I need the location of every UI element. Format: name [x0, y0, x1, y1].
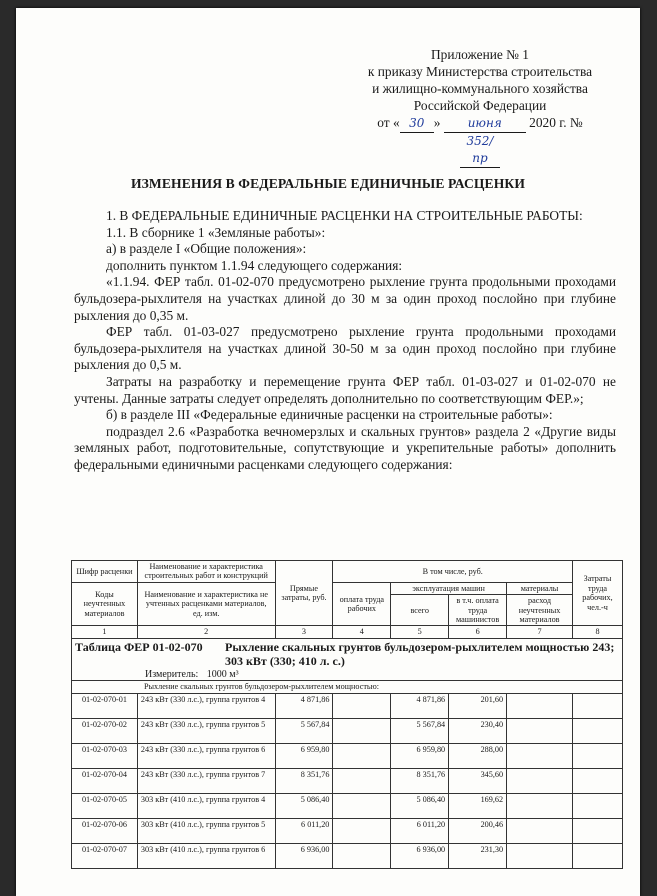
row-machines: 8 351,76: [391, 768, 449, 793]
row-wage: [333, 818, 391, 843]
row-name: 243 кВт (330 л.с.), группа грунтов 6: [137, 743, 275, 768]
header-machines-wage: в т.ч. оплата труда машинистов: [449, 595, 507, 626]
header-code: Шифр расценки: [72, 561, 138, 583]
col-number: 5: [391, 626, 449, 638]
table-row: [72, 743, 623, 768]
row-wage: [333, 743, 391, 768]
row-labor: [573, 718, 623, 743]
row-name: 243 кВт (330 л.с.), группа грунтов 4: [137, 693, 275, 718]
date-number: 352/пр: [460, 133, 500, 168]
row-materials: [507, 768, 573, 793]
paragraph-2: 1.1. В сборнике 1 «Земляные работы»:: [106, 224, 326, 240]
row-materials: [507, 743, 573, 768]
measure-label: Измеритель:: [145, 668, 199, 680]
header-including: В том числе, руб.: [333, 561, 573, 583]
row-wage: [333, 768, 391, 793]
row-direct: 6 936,00: [275, 843, 333, 868]
row-direct: 6 011,20: [275, 818, 333, 843]
row-wage: [333, 843, 391, 868]
table-row: [72, 793, 623, 818]
header-direct-costs: Прямые затраты, руб.: [275, 561, 333, 626]
col-number: 4: [333, 626, 391, 638]
row-direct: 4 871,86: [275, 693, 333, 718]
row-labor: [573, 843, 623, 868]
row-direct: 8 351,76: [275, 768, 333, 793]
header-labor: Затраты труда рабочих, чел.-ч: [573, 561, 623, 626]
paragraph-4: дополнить пунктом 1.1.94 следующего содержания:: [106, 257, 403, 273]
date-year: 2020 г. №: [529, 115, 583, 130]
row-code: 01-02-070-01: [72, 693, 138, 718]
row-machines: 5 086,40: [391, 793, 449, 818]
header-wage: оплата труда рабочих: [333, 582, 391, 626]
appendix-header: [360, 46, 600, 168]
row-labor: [573, 818, 623, 843]
col-number: 2: [137, 626, 275, 638]
appendix-line3: и жилищно-коммунального хозяйства: [372, 81, 588, 96]
row-machines-wage: 231,30: [449, 843, 507, 868]
document-title: ИЗМЕНЕНИЯ В ФЕДЕРАЛЬНЫЕ ЕДИНИЧНЫЕ РАСЦЕНКИ: [130, 176, 526, 191]
col-number: 3: [275, 626, 333, 638]
paragraph-6: ФЕР табл. 01-03-027 предусмотрено рыхление грунта продольными проходами бульдозера-рыхлителя на участках длиной 30-50 м за один проход послойно при глубине рыхления до 0,5 м.: [74, 324, 616, 373]
paragraph-3: а) в разделе I «Общие положения»:: [106, 241, 307, 257]
header-materials-sub: расход неучтенных материалов: [507, 595, 573, 626]
row-machines-wage: 200,46: [449, 818, 507, 843]
table-row: [72, 693, 623, 718]
row-wage: [333, 793, 391, 818]
row-materials: [507, 843, 573, 868]
row-wage: [333, 693, 391, 718]
header-materials: материалы: [507, 582, 573, 594]
col-number: 1: [72, 626, 138, 638]
col-number: 6: [449, 626, 507, 638]
appendix-line1: Приложение № 1: [430, 47, 530, 62]
row-labor: [573, 768, 623, 793]
row-machines: 6 011,20: [391, 818, 449, 843]
row-wage: [333, 718, 391, 743]
header-name-sub: Наименование и характеристика не учтенных расценками материалов, ед. изм.: [137, 582, 275, 626]
row-materials: [507, 793, 573, 818]
header-name: Наименование и характеристика строительных работ и конструкций: [137, 561, 275, 583]
row-labor: [573, 743, 623, 768]
date-mid: »: [433, 115, 441, 130]
appendix-line2: к приказу Министерства строительства: [367, 64, 593, 79]
rates-table: [71, 560, 623, 869]
row-materials: [507, 693, 573, 718]
row-code: 01-02-070-05: [72, 793, 138, 818]
row-machines: 6 936,00: [391, 843, 449, 868]
row-name: 243 кВт (330 л.с.), группа грунтов 5: [137, 718, 275, 743]
row-direct: 6 959,80: [275, 743, 333, 768]
header-machines: эксплуатация машин: [391, 582, 507, 594]
appendix-date-line: [360, 114, 600, 168]
document-body: [74, 208, 616, 474]
paragraph-7: Затраты на разработку и перемещение грунта ФЕР табл. 01-03-027 и 01-02-070 не учтены. Данные затраты следует определять дополнительно по соответствующим ФЕР.»;: [74, 373, 616, 406]
row-code: 01-02-070-03: [72, 743, 138, 768]
row-direct: 5 567,84: [275, 718, 333, 743]
row-machines-wage: 288,00: [449, 743, 507, 768]
row-materials: [507, 818, 573, 843]
table-title-cell: [72, 638, 623, 680]
row-machines-wage: 345,60: [449, 768, 507, 793]
row-machines: 6 959,80: [391, 743, 449, 768]
column-numbers-row: [72, 626, 623, 638]
row-labor: [573, 793, 623, 818]
table-title-code: Таблица ФЕР 01-02-070: [75, 639, 203, 654]
document-page: [16, 8, 640, 896]
measure-value: 1000 м³: [206, 668, 239, 680]
row-machines: 5 567,84: [391, 718, 449, 743]
table-row: [72, 843, 623, 868]
table-row: [72, 718, 623, 743]
table-row: [72, 818, 623, 843]
table-row: [72, 768, 623, 793]
paragraph-9: подраздел 2.6 «Разработка вечномерзлых и скальных грунтов» раздела 2 «Другие виды земляных работ, подготовительные, сопутствующие и укрепительные работы» дополнить федеральными единичными расценками следующего содержания:: [74, 423, 616, 472]
row-machines-wage: 169,62: [449, 793, 507, 818]
row-name: 243 кВт (330 л.с.), группа грунтов 7: [137, 768, 275, 793]
group-label: Рыхление скальных грунтов бульдозером-рыхлителем мощностью:: [72, 681, 623, 693]
date-prefix: от «: [377, 115, 400, 130]
row-machines-wage: 201,60: [449, 693, 507, 718]
header-code-sub: Коды неучтенных материалов: [72, 582, 138, 626]
row-materials: [507, 718, 573, 743]
table-title-name: Рыхление скальных грунтов бульдозером-рыхлителем мощностью 243; 303 кВт (330; 410 л. с.): [225, 639, 615, 668]
row-direct: 5 086,40: [275, 793, 333, 818]
paragraph-1: 1. В ФЕДЕРАЛЬНЫЕ ЕДИНИЧНЫЕ РАСЦЕНКИ НА СТРОИТЕЛЬНЫЕ РАБОТЫ:: [106, 208, 583, 223]
date-month: июня: [444, 115, 526, 133]
row-labor: [573, 693, 623, 718]
row-name: 303 кВт (410 л.с.), группа грунтов 6: [137, 843, 275, 868]
date-day: 30: [400, 115, 434, 133]
row-code: 01-02-070-06: [72, 818, 138, 843]
row-name: 303 кВт (410 л.с.), группа грунтов 5: [137, 818, 275, 843]
col-number: 8: [573, 626, 623, 638]
row-code: 01-02-070-07: [72, 843, 138, 868]
row-name: 303 кВт (410 л.с.), группа грунтов 4: [137, 793, 275, 818]
row-code: 01-02-070-04: [72, 768, 138, 793]
header-machines-total: всего: [391, 595, 449, 626]
row-machines-wage: 230,40: [449, 718, 507, 743]
appendix-line4: Российской Федерации: [413, 98, 547, 113]
row-code: 01-02-070-02: [72, 718, 138, 743]
paragraph-5: «1.1.94. ФЕР табл. 01-02-070 предусмотрено рыхление грунта продольными проходами бульдозера-рыхлителя на участках длиной до 30 м за один проход послойно при глубине рыхления до 0,35 м.: [74, 274, 616, 323]
col-number: 7: [507, 626, 573, 638]
paragraph-8: б) в разделе III «Федеральные единичные расценки на строительные работы»:: [106, 407, 553, 423]
row-machines: 4 871,86: [391, 693, 449, 718]
